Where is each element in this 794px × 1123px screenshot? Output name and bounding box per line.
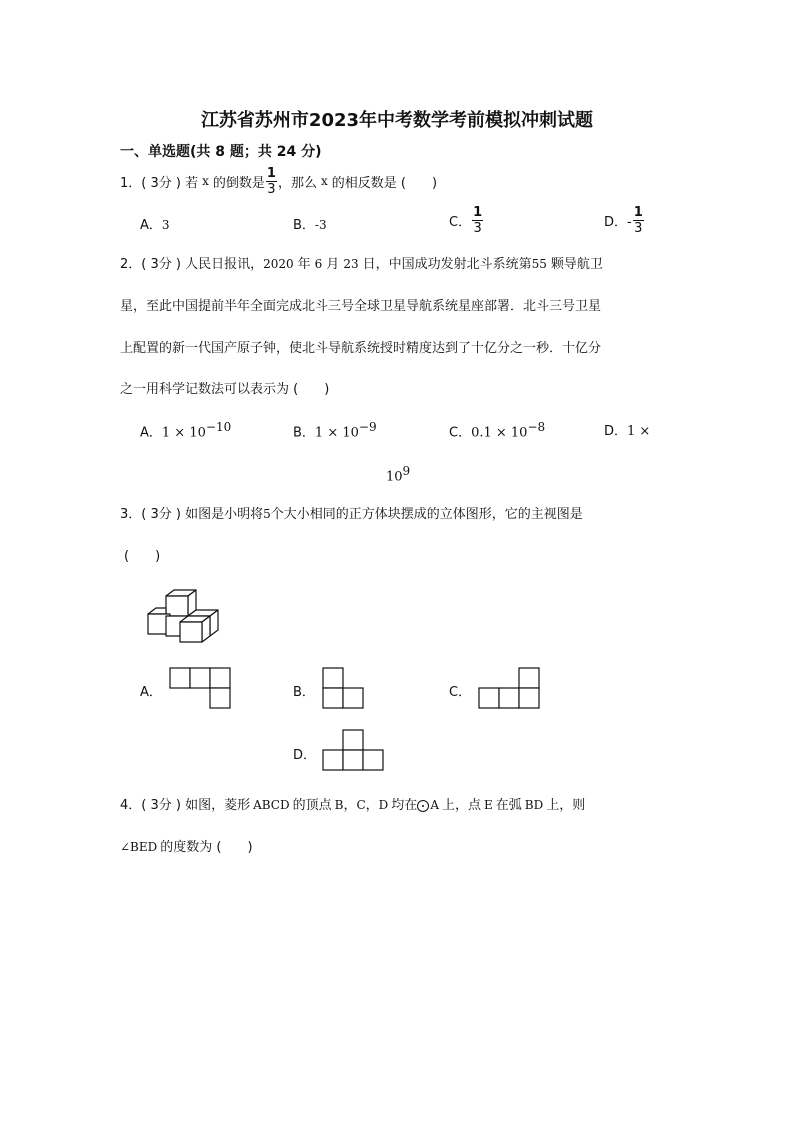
question-3-line-2: ( ) (124, 549, 161, 564)
q3-option-c-label[interactable]: C． (449, 685, 472, 700)
q3-text-a: 3．( 3分 ) 如图是小明将 (120, 507, 264, 522)
q2-option-b[interactable] (293, 420, 377, 440)
q2-option-d-wrap (386, 464, 410, 484)
q1-variable: x (202, 174, 209, 188)
question-4-line-1 (120, 794, 585, 813)
q4-rhombus-name: ABCD (253, 798, 290, 812)
q2-text-b: 年 (297, 257, 311, 272)
q2-option-d-wrap-base: 10 (386, 469, 403, 485)
q2-text-c: 月 (326, 257, 340, 272)
q4-text-e: 在弧 (495, 798, 522, 813)
q1-after: ，那么 (277, 175, 317, 191)
q2-option-a[interactable] (140, 420, 231, 440)
question-2-line-4: 之一用科学记数法可以表示为 ( ) (120, 382, 330, 397)
q1-option-b-value: -3 (314, 218, 327, 232)
q1-fraction-denominator: 3 (267, 181, 276, 197)
q2-month: 6 (314, 257, 323, 271)
q1-option-c-numerator: 1 (473, 204, 483, 220)
q2-text-d: 日，中国成功发射北斗系统第 (362, 257, 532, 272)
q2-year: 2020 (263, 257, 294, 271)
cube-front-right-front (180, 622, 202, 642)
q1-fraction-numerator: 1 (266, 165, 276, 181)
q3-option-d-label[interactable]: D． (293, 748, 317, 763)
q3-option-b-label[interactable]: B． (293, 685, 315, 700)
q1-variable-2: x (320, 174, 328, 188)
question-2-line-2: 星，至此中国提前半年全面完成北斗三号全球卫星导航系统星座部署．北斗三号卫星 (120, 299, 602, 314)
question-2-line-1 (120, 253, 603, 272)
q4-point-e: E (484, 798, 493, 812)
q4-point-d: D (378, 798, 389, 812)
q4-sep-2: ， (365, 798, 379, 813)
q1-option-d-denominator: 3 (634, 220, 643, 236)
q3-option-b-figure[interactable] (322, 667, 368, 711)
q2-option-c[interactable] (449, 420, 545, 440)
q1-mid: 的倒数是 (212, 175, 265, 191)
q4-text-b: 的顶点 (292, 798, 332, 813)
question-3-line-1 (120, 503, 583, 522)
q2-option-d[interactable] (604, 420, 650, 439)
q1-option-d-numerator: 1 (633, 204, 643, 220)
q1-option-a-label: A． (140, 218, 162, 233)
q1-option-c-label: C． (449, 214, 472, 230)
q1-prefix: 1．( 3分 ) 若 (120, 175, 199, 191)
q3-option-a-label[interactable]: A． (140, 685, 162, 700)
q1-option-d[interactable] (604, 203, 645, 237)
question-2-line-3: 上配置的新一代国产原子钟，使北斗导航系统授时精度达到了十亿分之一秒．十亿分 (120, 341, 602, 356)
q2-option-c-exponent: −8 (527, 420, 546, 434)
q3-option-d-figure[interactable] (322, 729, 386, 773)
question-4-line-2 (120, 836, 253, 855)
question-1-stem (120, 166, 437, 196)
section-heading: 一、单选题(共 8 题；共 24 分) (120, 144, 322, 160)
q4-angle: ∠BED (120, 840, 158, 854)
q1-option-c[interactable] (449, 203, 484, 237)
q4-text-g: 的度数为 ( ) (160, 840, 253, 855)
q2-option-a-label: A． (140, 425, 162, 441)
q2-number: 55 (531, 257, 547, 271)
q1-option-c-denominator: 3 (473, 220, 482, 236)
q2-option-b-label: B． (293, 425, 315, 441)
q4-text-c: 均在 (391, 798, 418, 813)
q4-point-c: C (356, 798, 366, 812)
cube-left-top (148, 608, 166, 614)
q2-day: 23 (343, 257, 359, 271)
q2-option-c-label: C． (449, 425, 472, 441)
q4-arc-bd: BD (524, 798, 544, 812)
q4-text-a: 4．( 3分 ) 如图，菱形 (120, 798, 251, 813)
q1-option-a-value: 3 (161, 218, 170, 232)
q2-option-a-base: 1 × 10 (161, 425, 206, 441)
q2-option-c-base: 0.1 × 10 (471, 425, 528, 441)
q2-option-d-label: D． (604, 424, 628, 439)
page-title: 江苏省苏州市2023年中考数学考前模拟冲刺试题 (200, 110, 594, 131)
q2-option-b-base: 1 × 10 (314, 425, 359, 441)
q3-text-b: 个大小相同的正方体块摆成的立体图形，它的主视图是 (270, 507, 583, 522)
q2-option-a-exponent: −10 (205, 420, 232, 434)
q1-option-d-label: D．- (604, 214, 632, 230)
q2-option-d-wrap-exponent: 9 (402, 464, 411, 478)
cube-top-front (166, 596, 188, 616)
q2-text-e: 颗导航卫 (550, 257, 603, 272)
q4-circle-center: A (430, 798, 439, 812)
q1-option-c-fraction (472, 206, 483, 235)
q4-text-f: 上，则 (546, 798, 586, 813)
circle-dot-icon (417, 800, 429, 812)
q1-option-b-label: B． (293, 218, 315, 233)
q1-option-b[interactable] (293, 214, 327, 233)
q1-option-a[interactable] (140, 214, 170, 233)
q4-sep-1: ， (343, 798, 357, 813)
q2-option-b-exponent: −9 (358, 420, 377, 434)
q3-number: 5 (263, 507, 271, 521)
q1-fraction (266, 167, 277, 196)
q3-solid-figure (140, 588, 220, 650)
q1-option-d-fraction (633, 206, 644, 235)
q2-option-d-base: 1 × (627, 424, 651, 439)
q4-text-d: 上，点 (441, 798, 481, 813)
q3-option-c-figure[interactable] (478, 667, 544, 711)
q1-end: 的相反数是 ( ) (331, 175, 438, 191)
q2-text-a: 2．( 3分 ) 人民日报讯， (120, 257, 264, 272)
q3-option-a-figure[interactable] (169, 667, 233, 711)
q4-point-b: B (334, 798, 344, 812)
